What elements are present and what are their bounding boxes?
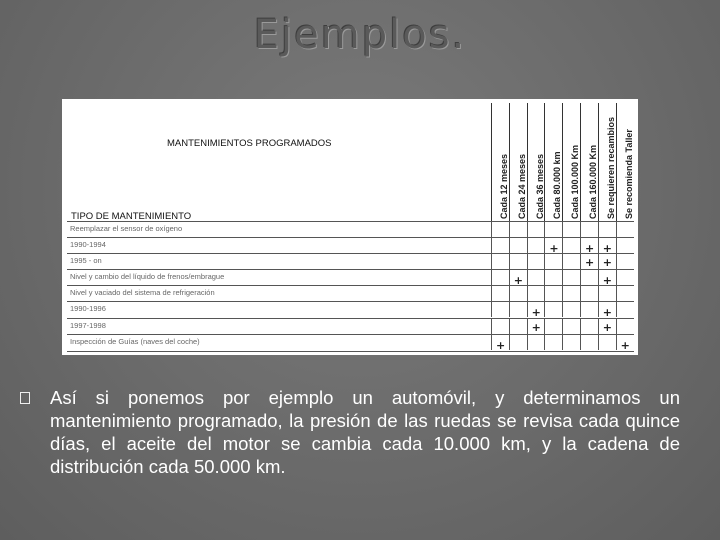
- table-cell: [580, 222, 598, 237]
- plus-mark: +: [531, 306, 541, 320]
- table-bottom-border: [67, 351, 634, 352]
- column-header: [527, 103, 545, 221]
- plus-mark: +: [549, 242, 559, 256]
- table-cell: [491, 319, 509, 334]
- column-header-label: Cada 36 meses: [534, 153, 545, 219]
- row-label: Reemplazar el sensor de oxígeno: [70, 224, 183, 233]
- table-cell: [544, 254, 562, 269]
- column-header-label: Se requieren recambios: [605, 116, 616, 219]
- column-header: [544, 103, 562, 221]
- table-cell: [580, 254, 598, 269]
- table-cell: [580, 238, 598, 256]
- table-cell: [616, 286, 634, 301]
- table-cell: [562, 254, 580, 269]
- plus-mark: +: [602, 242, 613, 256]
- column-header: [598, 103, 616, 221]
- column-header: [616, 103, 634, 221]
- table-cell: [580, 335, 598, 350]
- table-cell: [509, 254, 527, 269]
- maintenance-table: [62, 99, 638, 355]
- table-cell: [527, 222, 545, 237]
- plus-mark: +: [585, 256, 595, 270]
- table-cell: [544, 319, 562, 334]
- row-label: Nivel y vaciado del sistema de refrigeración: [70, 288, 215, 298]
- table-cell: [580, 270, 598, 285]
- table-cell: [527, 319, 545, 334]
- table-cell: [527, 270, 545, 285]
- table-row: [67, 237, 634, 256]
- table-cell: [527, 286, 545, 301]
- table-cell: [598, 238, 616, 256]
- plus-mark: +: [602, 256, 613, 270]
- column-header-label: Cada 100.000 Km: [570, 144, 581, 219]
- table-cell: [616, 335, 634, 350]
- table-rows: [67, 221, 634, 350]
- table-cell: [544, 270, 562, 285]
- table-cell: [491, 335, 509, 350]
- row-label: 1997-1998: [70, 320, 106, 330]
- table-cell: [580, 319, 598, 334]
- table-cell: [491, 286, 509, 301]
- table-row: [67, 334, 634, 350]
- table-cell: [491, 302, 509, 317]
- column-headers: [491, 103, 634, 221]
- table-cell: [598, 335, 616, 350]
- table-cell: [562, 222, 580, 237]
- column-header: [580, 103, 598, 221]
- row-label: Nivel y cambio del líquido de frenos/embrague: [70, 272, 225, 282]
- table-cell: [491, 222, 509, 237]
- table-cell: [580, 302, 598, 317]
- row-label: 1990-1996: [70, 304, 106, 314]
- slide-title: Ejemplos.: [253, 12, 467, 58]
- table-cell: [616, 222, 634, 237]
- column-header: [562, 103, 580, 221]
- table-cell: [598, 254, 616, 269]
- table-cell: [562, 286, 580, 301]
- table-cell: [527, 254, 545, 269]
- column-header: [509, 103, 527, 221]
- table-cell: [616, 270, 634, 285]
- table-cell: [562, 238, 580, 253]
- table-cell: [598, 286, 616, 301]
- table-row: [67, 269, 634, 288]
- bullet-text: Así si ponemos por ejemplo un automóvil, y determinamos un mantenimiento programado, la presión de las ruedas se revisa cada quince días, el aceite del motor se cambia cada 10.000 km, y la cadena de distribución cada 50.000 km.: [50, 387, 680, 477]
- table-cell: [527, 238, 545, 253]
- table-cell: [544, 238, 562, 256]
- column-header-label: Cada 160.000 Km: [588, 144, 598, 219]
- plus-mark: +: [602, 274, 613, 288]
- column-header-label: Cada 80.000 km: [552, 151, 563, 219]
- table-cell: [509, 319, 527, 334]
- plus-mark: +: [496, 338, 506, 352]
- plus-mark: +: [602, 306, 613, 320]
- column-header-label: Se recomienda Taller: [623, 129, 634, 219]
- table-cell: [509, 302, 527, 317]
- table-cell: [562, 319, 580, 334]
- plus-mark: +: [620, 338, 630, 352]
- table-row: [67, 253, 634, 269]
- table-cell: [544, 286, 562, 301]
- table-cell: [544, 335, 562, 350]
- table-cell: [598, 302, 616, 320]
- column-header-label: Cada 12 meses: [499, 153, 509, 219]
- table-cell: [491, 238, 509, 253]
- table-row: [67, 301, 634, 320]
- table-cell: [616, 319, 634, 334]
- table-cell: [544, 222, 562, 237]
- table-cell: [544, 302, 562, 317]
- row-header-label: TIPO DE MANTENIMIENTO: [71, 211, 192, 222]
- table-cell: [509, 335, 527, 350]
- table-cell: [616, 238, 634, 253]
- row-label: 1995 - on: [70, 256, 102, 266]
- table-cell: [509, 222, 527, 237]
- table-row: [67, 285, 634, 301]
- plus-mark: +: [585, 242, 595, 256]
- table-cell: [598, 222, 616, 237]
- table-cell: [562, 335, 580, 350]
- bullet-icon: [20, 392, 30, 404]
- plus-mark: +: [531, 320, 541, 334]
- table-heading: MANTENIMIENTOS PROGRAMADOS: [167, 138, 332, 149]
- table-cell: [491, 270, 509, 285]
- table-cell: [527, 302, 545, 320]
- table-cell: [562, 270, 580, 285]
- table-row: [67, 221, 634, 237]
- maintenance-table-grid: [67, 103, 634, 351]
- plus-mark: +: [513, 274, 524, 288]
- table-cell: [616, 302, 634, 317]
- row-label: Inspección de Guías (naves del coche): [70, 336, 200, 346]
- table-cell: [509, 270, 527, 288]
- table-cell: [598, 319, 616, 334]
- table-cell: [580, 286, 598, 301]
- table-row: [67, 318, 634, 334]
- table-cell: [562, 302, 580, 317]
- table-cell: [616, 254, 634, 269]
- table-cell: [509, 286, 527, 301]
- table-cell: [491, 254, 509, 269]
- column-header-label: Cada 24 meses: [516, 153, 527, 219]
- plus-mark: +: [602, 320, 613, 334]
- table-cell: [509, 238, 527, 253]
- table-cell: [527, 335, 545, 350]
- table-cell: [598, 270, 616, 288]
- row-label: 1990-1994: [70, 240, 106, 250]
- column-header: [491, 103, 509, 221]
